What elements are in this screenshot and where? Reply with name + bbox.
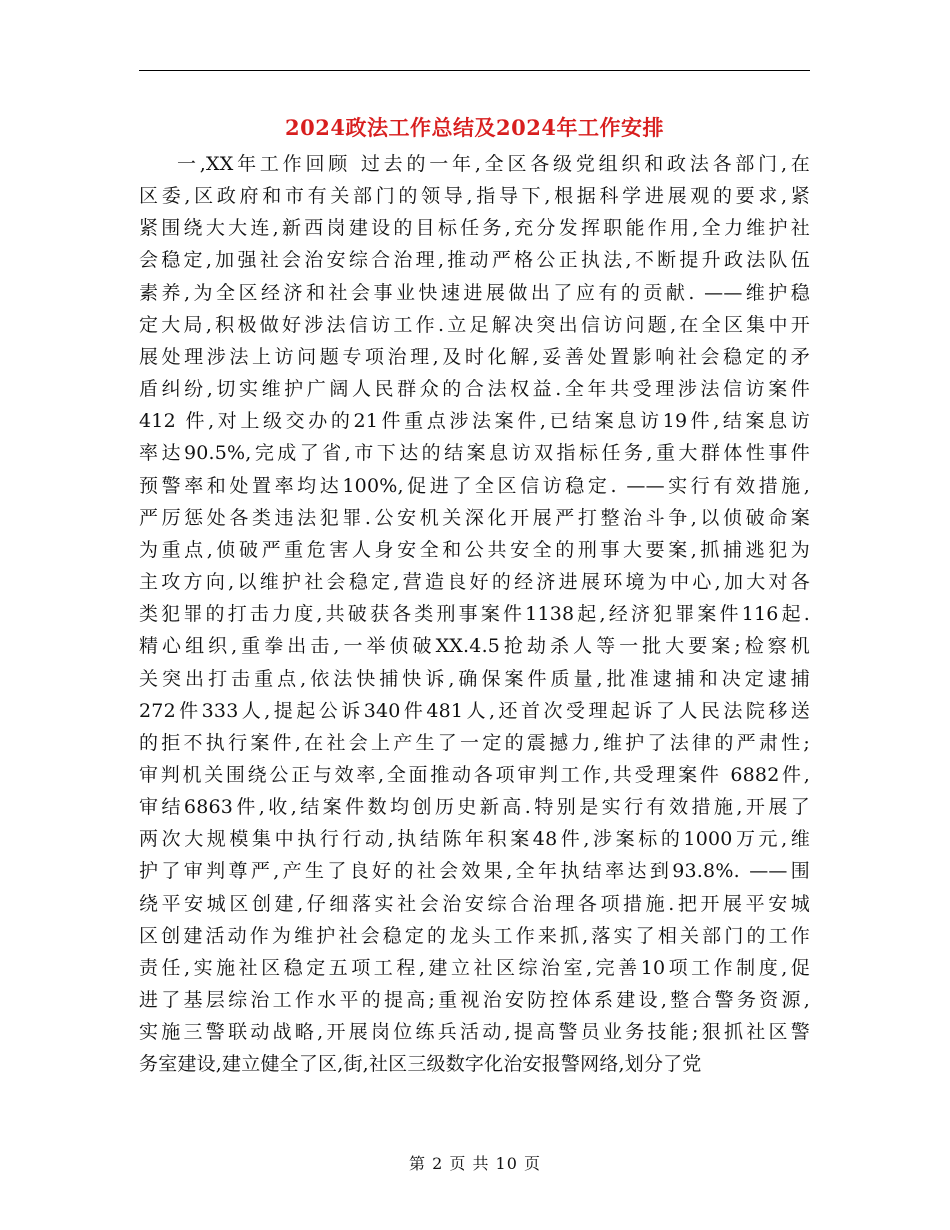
text-line: 护了审判尊严,产生了良好的社会效果,全年执结率达到93.8%. ——围 [139,860,810,883]
header-rule [139,70,810,71]
text-line: 主攻方向,以维护社会稳定,营造良好的经济进展环境为中心,加大对各 [139,571,810,594]
text-line: 会稳定,加强社会治安综合治理,推动严格公正执法,不断提升政法队伍 [139,249,810,272]
text-line: 素养,为全区经济和社会事业快速进展做出了应有的贡献. ——维护稳 [139,281,810,304]
text-line: 严厉惩处各类违法犯罪.公安机关深化开展严打整治斗争,以侦破命案 [139,506,810,529]
text-line: 一,XX年工作回顾 过去的一年,全区各级党组织和政法各部门,在 [177,153,810,175]
text-line: 272件333人,提起公诉340件481人,还首次受理起诉了人民法院移送 [139,699,810,722]
text-line: 412 件,对上级交办的21件重点涉法案件,已结案息访19件,结案息访 [139,410,810,433]
text-line: 关突出打击重点,依法快捕快诉,确保案件质量,批准逮捕和决定逮捕 [139,667,810,690]
text-line: 审判机关围绕公正与效率,全面推动各项审判工作,共受理案件 6882件, [139,763,810,786]
text-line: 务室建设,建立健全了区,街,社区三级数字化治安报警网络,划分了党 [139,1053,702,1076]
text-line: 进了基层综治工作水平的提高;重视治安防控体系建设,整合警务资源, [139,989,810,1012]
text-line: 盾纠纷,切实维护广阔人民群众的合法权益.全年共受理涉法信访案件 [139,378,810,401]
text-line: 两次大规模集中执行行动,执结陈年积案48件,涉案标的1000万元,维 [139,828,810,851]
text-line: 区委,区政府和市有关部门的领导,指导下,根据科学进展观的要求,紧 [139,185,810,208]
text-line: 审结6863件,收,结案件数均创历史新高.特别是实行有效措施,开展了 [139,796,810,819]
text-line: 率达90.5%,完成了省,市下达的结案息访双指标任务,重大群体性事件 [139,442,810,465]
text-line: 展处理涉法上访问题专项治理,及时化解,妥善处置影响社会稳定的矛 [139,345,810,368]
text-line: 精心组织,重拳出击,一举侦破XX.4.5抢劫杀人等一批大要案;检察机 [139,635,810,658]
text-line: 绕平安城区创建,仔细落实社会治安综合治理各项措施.把开展平安城 [139,892,810,915]
text-line: 的拒不执行案件,在社会上产生了一定的震撼力,维护了法律的严肃性; [139,731,810,754]
text-line: 预警率和处置率均达100%,促进了全区信访稳定. ——实行有效措施, [139,474,810,497]
body-text [139,148,810,1081]
text-line: 实施三警联动战略,开展岗位练兵活动,提高警员业务技能;狠抓社区警 [139,1021,810,1044]
document-title: 2024政法工作总结及2024年工作安排 [285,115,664,140]
page-number: 第 2 页 共 10 页 [409,1154,541,1173]
text-line: 类犯罪的打击力度,共破获各类刑事案件1138起,经济犯罪案件116起. [139,603,810,626]
text-line: 为重点,侦破严重危害人身安全和公共安全的刑事大要案,抓捕逃犯为 [139,538,810,561]
text-line: 定大局,积极做好涉法信访工作.立足解决突出信访问题,在全区集中开 [139,313,810,336]
text-line: 责任,实施社区稳定五项工程,建立社区综治室,完善10项工作制度,促 [139,956,810,979]
text-line: 区创建活动作为维护社会稳定的龙头工作来抓,落实了相关部门的工作 [139,924,810,947]
text-line: 紧围绕大大连,新西岗建设的目标任务,充分发挥职能作用,全力维护社 [139,217,810,240]
